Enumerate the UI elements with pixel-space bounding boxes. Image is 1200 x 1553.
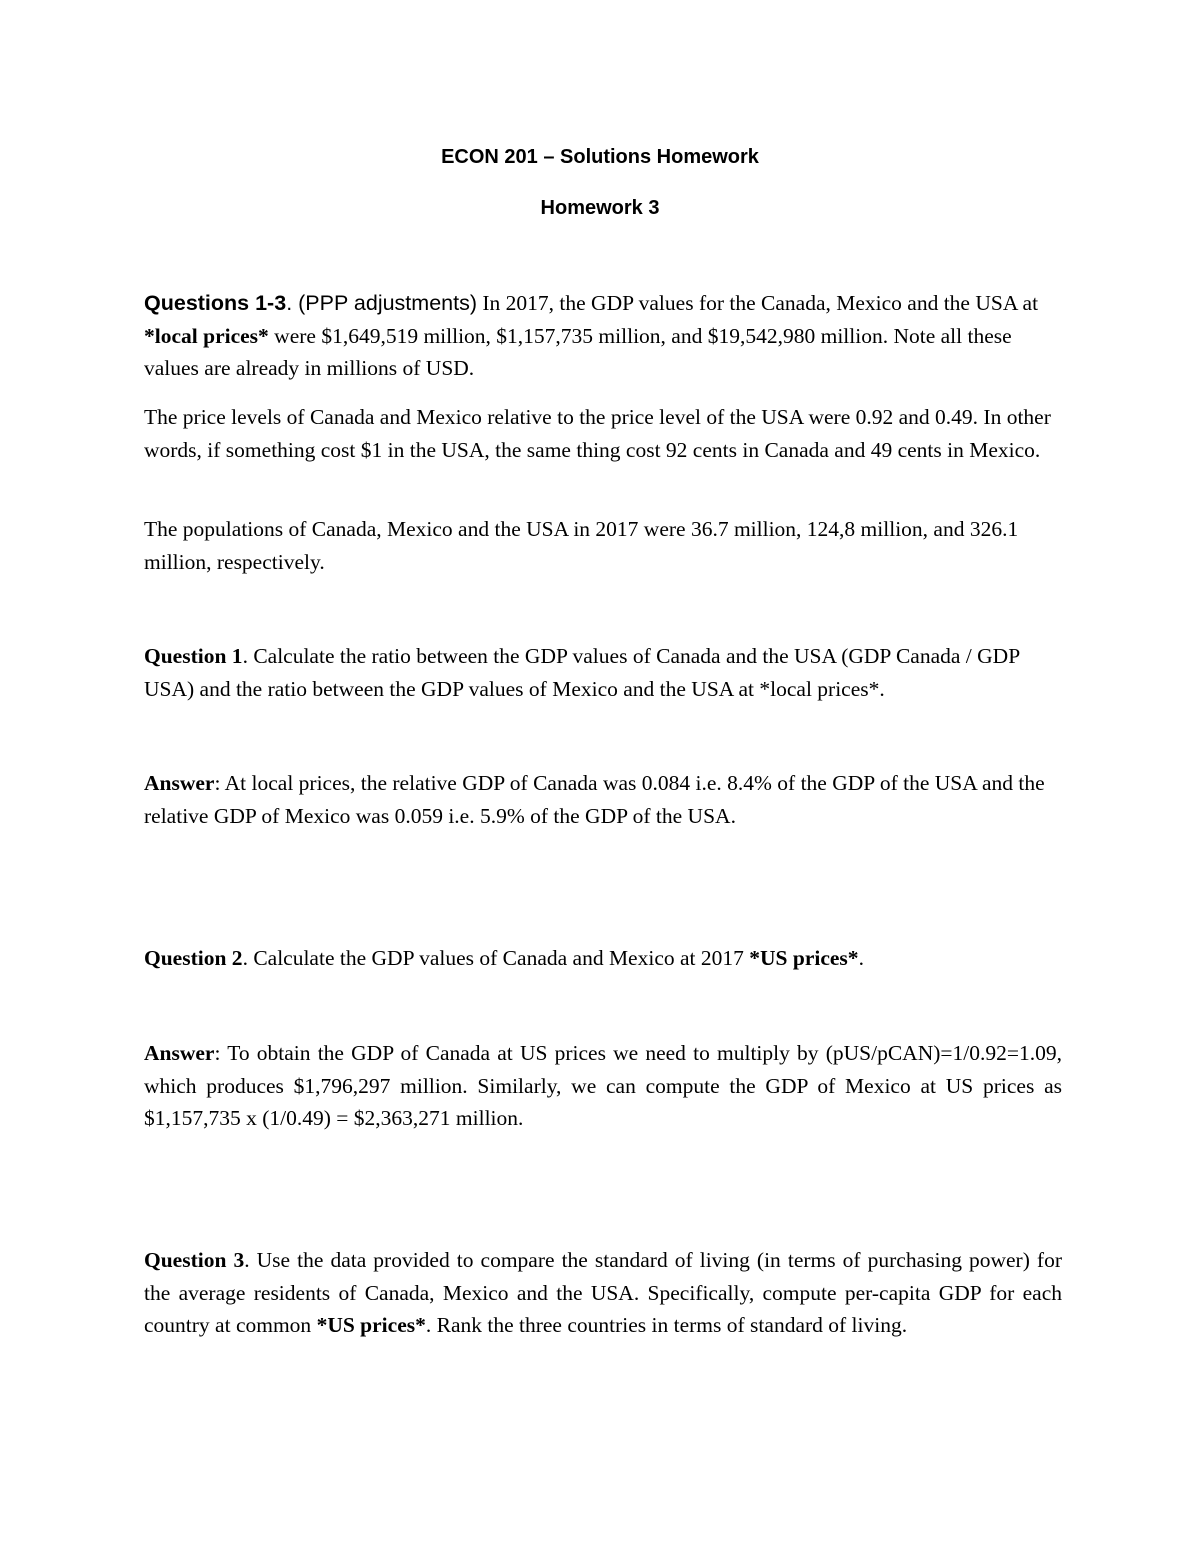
intro-text-2: were $1,649,519 million, $1,157,735 million, and $19,542,980 million. Note all these values are already in millions of USD. xyxy=(144,323,1012,380)
question-3-us-prices: *US prices* xyxy=(316,1313,426,1337)
answer-2 xyxy=(144,1037,1062,1135)
populations-paragraph: The populations of Canada, Mexico and the USA in 2017 were 36.7 million, 124,8 million, and 326.1 million, respectively. xyxy=(144,517,1019,574)
answer-1-text: : At local prices, the relative GDP of Canada was 0.084 i.e. 8.4% of the GDP of the USA and the relative GDP of Mexico was 0.059 i.e. 5.9% of the GDP of the USA. xyxy=(144,771,1045,828)
document-subtitle: Homework 3 xyxy=(540,197,660,219)
question-1 xyxy=(144,640,1062,705)
price-levels-paragraph: The price levels of Canada and Mexico relative to the price level of the USA were 0.92 and 0.49. In other words, if something cost $1 in the USA, the same thing cost 92 cents in Canada and 49 cents in Mexico. xyxy=(144,405,1051,462)
answer-2-text: : To obtain the GDP of Canada at US prices we need to multiply by (pUS/pCAN)=1/0.92=1.09, which produces $1,796,297 million. Similarly, we can compute the GDP of Mexico at US prices as $1,157,735 x (1/0.49) = $2,363,271 million. xyxy=(144,1041,1062,1130)
question-3 xyxy=(144,1244,1062,1342)
question-2-text-1: . Calculate the GDP values of Canada and Mexico at 2017 xyxy=(242,946,750,970)
answer-1 xyxy=(144,767,1062,832)
question-1-label: Question 1 xyxy=(144,644,243,668)
question-1-text: . Calculate the ratio between the GDP values of Canada and the USA (GDP Canada / GDP USA) and the ratio between the GDP values of Mexico and the USA at *local prices*. xyxy=(144,644,1020,701)
intro-local-prices: *local prices* xyxy=(144,323,269,348)
question-2-us-prices: *US prices* xyxy=(749,946,859,970)
answer-2-label: Answer xyxy=(144,1041,215,1065)
question-2-text-2: . xyxy=(858,946,864,970)
question-3-label: Question 3 xyxy=(144,1248,245,1272)
intro-label: Questions 1-3 xyxy=(144,291,287,315)
answer-1-label: Answer xyxy=(144,771,215,795)
document-title: ECON 201 – Solutions Homework xyxy=(441,146,759,168)
intro-text-1: In 2017, the GDP values for the Canada, Mexico and the USA at xyxy=(477,291,1039,315)
intro-paragraph xyxy=(144,287,1062,385)
intro-topic: (PPP adjustments) xyxy=(292,291,477,315)
question-2-label: Question 2 xyxy=(144,946,243,970)
question-3-text-2: . Rank the three countries in terms of standard of living. xyxy=(425,1313,908,1337)
question-2 xyxy=(144,942,1062,975)
intro-label-dot: . xyxy=(286,291,293,315)
question-3-text-1: . Use the data provided to compare the standard of living (in terms of purchasing power) for the average residents of Canada, Mexico and the USA. Specifically, compute per-capita GDP for each country at common xyxy=(144,1248,1062,1337)
